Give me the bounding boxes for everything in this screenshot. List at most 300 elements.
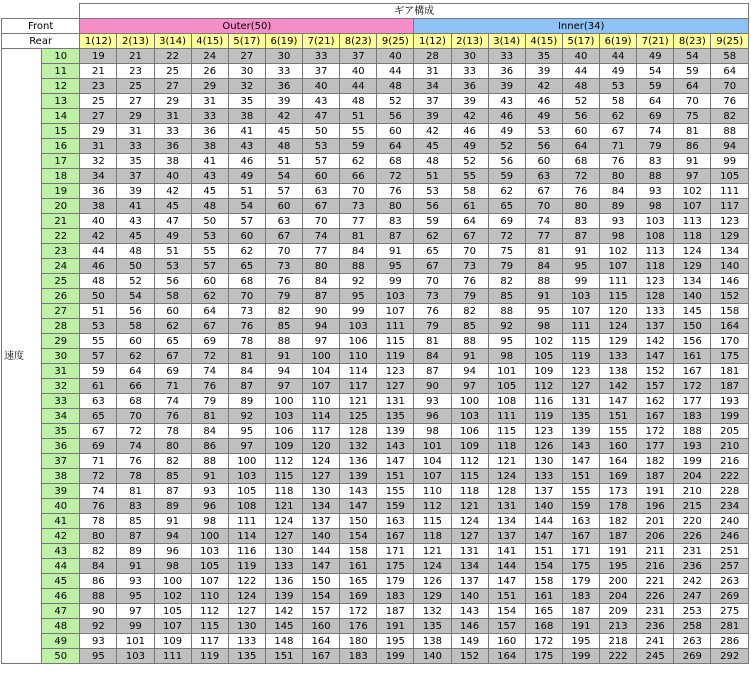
cadence-cell: 175 (377, 559, 414, 574)
table-row (2, 424, 749, 439)
cadence-cell: 167 (303, 649, 340, 664)
cadence-cell: 74 (80, 484, 117, 499)
cadence-cell: 91 (265, 349, 302, 364)
cadence-cell: 200 (600, 574, 637, 589)
cadence-cell: 124 (265, 514, 302, 529)
cadence-cell: 167 (562, 529, 599, 544)
cadence-cell: 80 (154, 439, 191, 454)
cadence-cell: 44 (340, 79, 377, 94)
cadence-cell: 98 (525, 319, 562, 334)
cadence-cell: 38 (191, 139, 228, 154)
cadence-cell: 120 (600, 304, 637, 319)
cadence-cell: 131 (562, 394, 599, 409)
cadence-cell: 253 (674, 604, 711, 619)
cadence-cell: 92 (80, 619, 117, 634)
cadence-cell: 124 (303, 454, 340, 469)
cadence-cell: 24 (191, 49, 228, 64)
cadence-cell: 48 (340, 94, 377, 109)
cadence-cell: 199 (377, 649, 414, 664)
cadence-cell: 103 (637, 214, 674, 229)
cadence-cell: 144 (303, 544, 340, 559)
cadence-cell: 123 (711, 214, 749, 229)
cadence-cell: 95 (562, 259, 599, 274)
cadence-cell: 46 (228, 154, 265, 169)
cadence-cell: 85 (154, 469, 191, 484)
cadence-cell: 48 (117, 244, 154, 259)
cadence-cell: 98 (414, 424, 451, 439)
speed-value: 49 (42, 634, 80, 649)
rear-gear-header: 3(14) (154, 34, 191, 49)
cadence-cell: 147 (637, 349, 674, 364)
cadence-cell: 91 (377, 244, 414, 259)
cadence-cell: 28 (414, 49, 451, 64)
cadence-cell: 73 (340, 199, 377, 214)
cadence-cell: 35 (525, 49, 562, 64)
rear-gear-header: 7(21) (303, 34, 340, 49)
cadence-cell: 136 (340, 454, 377, 469)
cadence-cell: 104 (303, 364, 340, 379)
cadence-cell: 56 (377, 109, 414, 124)
cadence-cell: 134 (451, 559, 488, 574)
cadence-cell: 105 (488, 379, 525, 394)
cadence-cell: 116 (228, 544, 265, 559)
cadence-cell: 60 (228, 229, 265, 244)
cadence-cell: 104 (414, 454, 451, 469)
cadence-cell: 181 (711, 364, 749, 379)
cadence-cell: 94 (711, 139, 749, 154)
cadence-cell: 37 (117, 169, 154, 184)
cadence-cell: 62 (191, 289, 228, 304)
cadence-cell: 102 (674, 184, 711, 199)
cadence-cell: 133 (637, 304, 674, 319)
cadence-cell: 121 (265, 499, 302, 514)
cadence-cell: 218 (600, 634, 637, 649)
cadence-cell: 206 (637, 529, 674, 544)
cadence-cell: 155 (377, 484, 414, 499)
cadence-cell: 263 (674, 634, 711, 649)
cadence-cell: 107 (562, 304, 599, 319)
cadence-cell: 286 (711, 634, 749, 649)
cadence-cell: 57 (80, 349, 117, 364)
cadence-cell: 85 (265, 319, 302, 334)
cadence-cell: 187 (637, 469, 674, 484)
cadence-cell: 157 (303, 604, 340, 619)
cadence-cell: 62 (228, 244, 265, 259)
cadence-cell: 70 (525, 199, 562, 214)
table-row (2, 364, 749, 379)
cadence-cell: 97 (117, 604, 154, 619)
cadence-cell: 176 (340, 619, 377, 634)
cadence-cell: 29 (117, 109, 154, 124)
cadence-cell: 51 (340, 109, 377, 124)
cadence-cell: 247 (674, 589, 711, 604)
cadence-cell: 98 (154, 559, 191, 574)
cadence-cell: 56 (525, 139, 562, 154)
cadence-cell: 143 (562, 439, 599, 454)
speed-value: 38 (42, 469, 80, 484)
cadence-cell: 61 (451, 199, 488, 214)
table-row (2, 214, 749, 229)
cadence-cell: 47 (303, 109, 340, 124)
cadence-cell: 140 (451, 589, 488, 604)
cadence-cell: 161 (525, 589, 562, 604)
cadence-cell: 164 (600, 454, 637, 469)
cadence-cell: 251 (711, 544, 749, 559)
table-row (2, 529, 749, 544)
cadence-cell: 70 (674, 94, 711, 109)
cadence-cell: 63 (303, 184, 340, 199)
cadence-cell: 88 (488, 304, 525, 319)
cadence-cell: 49 (451, 139, 488, 154)
cadence-cell: 70 (414, 274, 451, 289)
cadence-cell: 137 (488, 529, 525, 544)
cadence-cell: 36 (80, 184, 117, 199)
cadence-cell: 107 (674, 199, 711, 214)
cadence-cell: 105 (154, 604, 191, 619)
cadence-cell: 107 (414, 469, 451, 484)
cadence-cell: 145 (265, 619, 302, 634)
cadence-cell: 77 (340, 214, 377, 229)
cadence-cell: 42 (525, 79, 562, 94)
cadence-cell: 134 (711, 244, 749, 259)
cadence-cell: 169 (340, 589, 377, 604)
cadence-cell: 246 (711, 529, 749, 544)
rear-gear-header: 6(19) (600, 34, 637, 49)
cadence-cell: 187 (377, 604, 414, 619)
cadence-cell: 109 (451, 439, 488, 454)
speed-value: 37 (42, 454, 80, 469)
cadence-cell: 93 (637, 184, 674, 199)
cadence-cell: 53 (80, 319, 117, 334)
cadence-cell: 54 (228, 199, 265, 214)
cadence-cell: 42 (414, 124, 451, 139)
cadence-cell: 80 (303, 259, 340, 274)
cadence-cell: 135 (377, 409, 414, 424)
cadence-cell: 131 (451, 544, 488, 559)
cadence-cell: 22 (154, 49, 191, 64)
cadence-cell: 140 (711, 259, 749, 274)
cadence-cell: 147 (525, 529, 562, 544)
front-label: Front (2, 19, 80, 34)
cadence-cell: 102 (600, 244, 637, 259)
cadence-cell: 107 (191, 574, 228, 589)
cadence-cell: 33 (488, 49, 525, 64)
cadence-cell: 67 (154, 349, 191, 364)
table-row (2, 139, 749, 154)
speed-value: 42 (42, 529, 80, 544)
cadence-cell: 122 (228, 574, 265, 589)
speed-value: 28 (42, 319, 80, 334)
cadence-cell: 106 (265, 424, 302, 439)
cadence-cell: 117 (340, 379, 377, 394)
cadence-cell: 70 (303, 214, 340, 229)
cadence-cell: 45 (154, 199, 191, 214)
table-row (2, 259, 749, 274)
cadence-cell: 97 (303, 334, 340, 349)
cadence-cell: 99 (562, 274, 599, 289)
cadence-cell: 81 (340, 229, 377, 244)
cadence-cell: 137 (637, 319, 674, 334)
cadence-cell: 71 (154, 379, 191, 394)
cadence-cell: 147 (488, 574, 525, 589)
cadence-cell: 88 (191, 454, 228, 469)
cadence-cell: 114 (228, 529, 265, 544)
cadence-cell: 93 (191, 484, 228, 499)
cadence-cell: 113 (637, 244, 674, 259)
cadence-cell: 71 (600, 139, 637, 154)
cadence-cell: 80 (600, 169, 637, 184)
cadence-cell: 123 (377, 364, 414, 379)
cadence-cell: 95 (340, 289, 377, 304)
cadence-cell: 87 (562, 229, 599, 244)
cadence-cell: 31 (80, 139, 117, 154)
cadence-cell: 56 (488, 154, 525, 169)
cadence-cell: 91 (562, 244, 599, 259)
cadence-cell: 140 (525, 499, 562, 514)
cadence-cell: 78 (80, 514, 117, 529)
cadence-cell: 88 (637, 169, 674, 184)
cadence-cell: 89 (600, 199, 637, 214)
cadence-cell: 59 (414, 214, 451, 229)
cadence-cell: 39 (265, 94, 302, 109)
cadence-cell: 123 (562, 364, 599, 379)
cadence-cell: 74 (154, 394, 191, 409)
speed-value: 17 (42, 154, 80, 169)
rear-gear-header: 5(17) (562, 34, 599, 49)
cadence-cell: 33 (117, 139, 154, 154)
cadence-cell: 158 (525, 574, 562, 589)
table-row (2, 604, 749, 619)
cadence-cell: 56 (562, 109, 599, 124)
cadence-cell: 127 (377, 379, 414, 394)
cadence-cell: 115 (451, 469, 488, 484)
speed-value: 41 (42, 514, 80, 529)
cadence-cell: 60 (525, 154, 562, 169)
cadence-cell: 79 (191, 394, 228, 409)
cadence-cell: 62 (154, 319, 191, 334)
cadence-cell: 151 (377, 469, 414, 484)
cadence-cell: 93 (600, 214, 637, 229)
cadence-cell: 147 (600, 394, 637, 409)
cadence-cell: 163 (562, 514, 599, 529)
cadence-cell: 167 (637, 409, 674, 424)
cadence-cell: 79 (414, 319, 451, 334)
cadence-cell: 81 (525, 244, 562, 259)
cadence-cell: 131 (488, 499, 525, 514)
cadence-cell: 72 (80, 469, 117, 484)
cadence-cell: 191 (637, 484, 674, 499)
cadence-cell: 73 (414, 289, 451, 304)
cadence-cell: 49 (637, 49, 674, 64)
cadence-cell: 160 (488, 634, 525, 649)
cadence-cell: 76 (265, 274, 302, 289)
cadence-cell: 175 (525, 649, 562, 664)
cadence-cell: 133 (600, 349, 637, 364)
cadence-cell: 41 (117, 199, 154, 214)
cadence-cell: 172 (340, 604, 377, 619)
cadence-cell: 117 (191, 634, 228, 649)
cadence-cell: 187 (711, 379, 749, 394)
cadence-cell: 105 (228, 484, 265, 499)
cadence-cell: 91 (525, 289, 562, 304)
cadence-cell: 39 (451, 94, 488, 109)
cadence-cell: 73 (265, 259, 302, 274)
cadence-cell: 115 (600, 289, 637, 304)
cadence-cell: 183 (562, 589, 599, 604)
rear-gear-header: 1(12) (80, 34, 117, 49)
cadence-cell: 27 (117, 94, 154, 109)
cadence-cell: 182 (637, 454, 674, 469)
cadence-cell: 98 (637, 199, 674, 214)
cadence-cell: 128 (340, 424, 377, 439)
speed-value: 47 (42, 604, 80, 619)
cadence-cell: 86 (80, 574, 117, 589)
cadence-cell: 187 (562, 604, 599, 619)
cadence-cell: 39 (488, 79, 525, 94)
cadence-cell: 40 (80, 214, 117, 229)
cadence-cell: 52 (488, 139, 525, 154)
cadence-cell: 155 (600, 424, 637, 439)
cadence-cell: 37 (414, 94, 451, 109)
cadence-cell: 59 (674, 64, 711, 79)
cadence-cell: 138 (414, 634, 451, 649)
cadence-cell: 148 (265, 634, 302, 649)
cadence-cell: 103 (228, 469, 265, 484)
table-row (2, 439, 749, 454)
speed-value: 21 (42, 214, 80, 229)
cadence-cell: 154 (488, 604, 525, 619)
cadence-cell: 109 (265, 439, 302, 454)
cadence-cell: 91 (154, 514, 191, 529)
cadence-cell: 54 (117, 289, 154, 304)
cadence-cell: 76 (80, 499, 117, 514)
cadence-cell: 111 (154, 649, 191, 664)
cadence-cell: 67 (451, 229, 488, 244)
cadence-cell: 43 (191, 169, 228, 184)
cadence-cell: 130 (228, 619, 265, 634)
cadence-cell: 140 (674, 289, 711, 304)
cadence-cell: 164 (488, 649, 525, 664)
cadence-cell: 70 (265, 244, 302, 259)
cadence-cell: 83 (377, 214, 414, 229)
table-row (2, 484, 749, 499)
cadence-cell: 76 (562, 184, 599, 199)
table-row (2, 244, 749, 259)
cadence-cell: 53 (154, 259, 191, 274)
cadence-cell: 92 (228, 409, 265, 424)
cadence-cell: 236 (637, 619, 674, 634)
cadence-cell: 44 (562, 64, 599, 79)
cadence-cell: 48 (562, 79, 599, 94)
cadence-cell: 51 (414, 169, 451, 184)
cadence-cell: 105 (711, 169, 749, 184)
table-row (2, 184, 749, 199)
cadence-cell: 175 (711, 349, 749, 364)
cadence-cell: 84 (525, 259, 562, 274)
rear-gear-header: 9(25) (377, 34, 414, 49)
cadence-cell: 29 (80, 124, 117, 139)
table-row (2, 154, 749, 169)
cadence-cell: 101 (117, 634, 154, 649)
cadence-cell: 82 (451, 304, 488, 319)
cadence-cell: 45 (265, 124, 302, 139)
table-row (2, 64, 749, 79)
cadence-cell: 161 (674, 349, 711, 364)
table-row (2, 454, 749, 469)
cadence-cell: 159 (562, 499, 599, 514)
cadence-cell: 52 (562, 94, 599, 109)
cadence-cell: 130 (303, 484, 340, 499)
speed-value: 12 (42, 79, 80, 94)
cadence-cell: 112 (191, 604, 228, 619)
cadence-cell: 30 (228, 64, 265, 79)
cadence-cell: 62 (414, 229, 451, 244)
speed-value: 36 (42, 439, 80, 454)
cadence-cell: 52 (117, 274, 154, 289)
cadence-cell: 100 (154, 574, 191, 589)
cadence-cell: 117 (303, 424, 340, 439)
cadence-cell: 25 (117, 79, 154, 94)
cadence-cell: 84 (600, 184, 637, 199)
speed-value: 35 (42, 424, 80, 439)
cadence-cell: 110 (414, 484, 451, 499)
cadence-cell: 144 (488, 559, 525, 574)
cadence-cell: 31 (154, 109, 191, 124)
cadence-cell: 57 (303, 154, 340, 169)
cadence-cell: 78 (154, 424, 191, 439)
cadence-cell: 111 (711, 184, 749, 199)
table-row (2, 109, 749, 124)
cadence-cell: 130 (525, 454, 562, 469)
table-row (2, 514, 749, 529)
cadence-cell: 66 (340, 169, 377, 184)
cadence-cell: 111 (488, 409, 525, 424)
cadence-cell: 87 (117, 529, 154, 544)
rear-gear-header: 4(15) (525, 34, 562, 49)
cadence-cell: 94 (154, 529, 191, 544)
cadence-cell: 175 (562, 559, 599, 574)
cadence-cell: 40 (377, 49, 414, 64)
table-row (2, 274, 749, 289)
cadence-cell: 44 (377, 64, 414, 79)
speed-value: 14 (42, 109, 80, 124)
cadence-cell: 154 (303, 589, 340, 604)
cadence-cell: 149 (451, 634, 488, 649)
cadence-cell: 74 (191, 364, 228, 379)
cadence-cell: 97 (674, 169, 711, 184)
rear-gear-header: 7(21) (637, 34, 674, 49)
cadence-cell: 81 (191, 409, 228, 424)
cadence-cell: 171 (377, 544, 414, 559)
cadence-cell: 65 (414, 244, 451, 259)
cadence-cell: 101 (414, 439, 451, 454)
cadence-cell: 89 (228, 394, 265, 409)
cadence-cell: 72 (562, 169, 599, 184)
cadence-cell: 100 (265, 394, 302, 409)
cadence-cell: 49 (488, 124, 525, 139)
cadence-cell: 141 (488, 544, 525, 559)
cadence-cell: 50 (80, 289, 117, 304)
cadence-cell: 195 (562, 634, 599, 649)
cadence-cell: 123 (525, 424, 562, 439)
cadence-cell: 36 (451, 79, 488, 94)
cadence-cell: 196 (637, 499, 674, 514)
cadence-cell: 79 (637, 139, 674, 154)
cadence-cell: 64 (191, 304, 228, 319)
cadence-cell: 62 (117, 349, 154, 364)
cadence-cell: 78 (228, 334, 265, 349)
cadence-cell: 137 (451, 574, 488, 589)
